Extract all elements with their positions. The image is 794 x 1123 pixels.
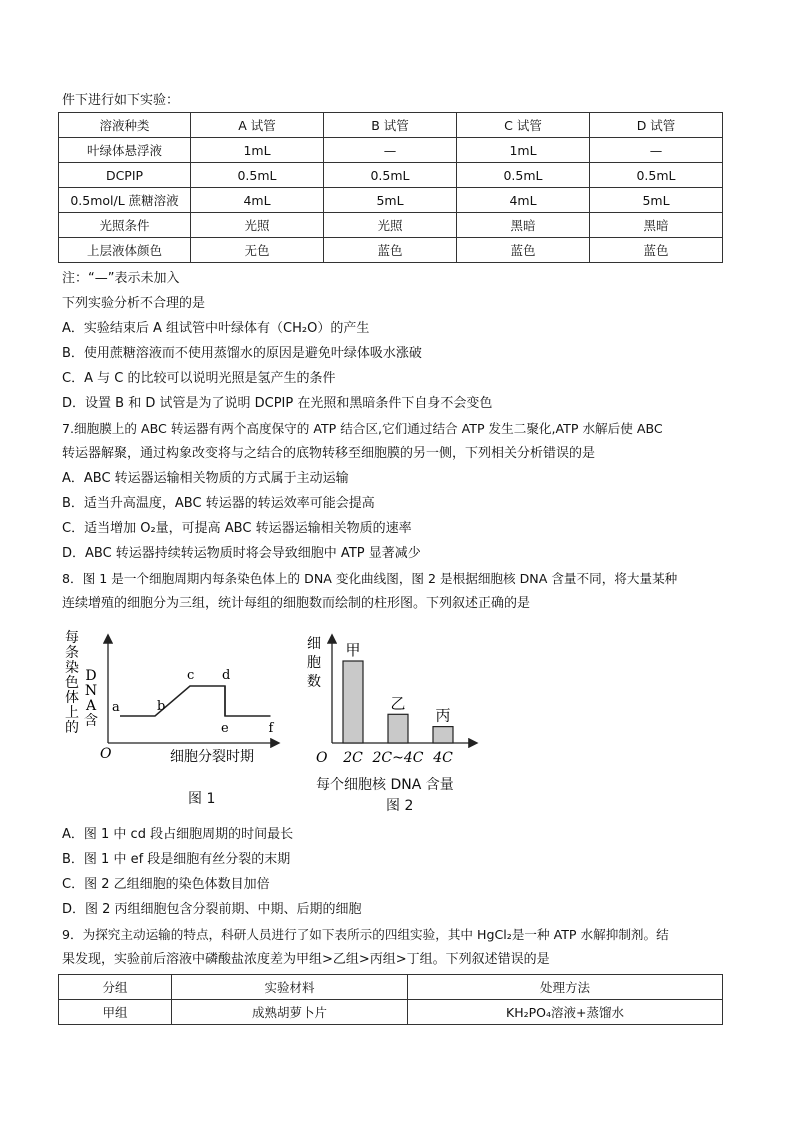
fig1-title: 图 1 xyxy=(188,791,216,807)
table-cell: 蓝色 xyxy=(590,238,723,263)
table-header-row xyxy=(59,113,723,138)
q8-stem-line2: 连续增殖的细胞分为三组，统计每组的细胞数而绘制的柱形图。下列叙述正确的是 xyxy=(62,596,531,611)
table-cell: 5mL xyxy=(590,188,723,213)
table-cell: 1mL xyxy=(457,138,590,163)
fig1-point-label: f xyxy=(268,721,274,736)
table-cell: — xyxy=(590,138,723,163)
q8-stem-line1: 8．图 1 是一个细胞周期内每条染色体上的 DNA 变化曲线图，图 2 是根据细胞核 DNA 含量不同，将大量某种 xyxy=(62,571,678,586)
table-header-row xyxy=(59,975,723,1000)
table-cell: 蓝色 xyxy=(457,238,590,263)
table-cell: 黑暗 xyxy=(457,213,590,238)
table-cell: 蓝色 xyxy=(324,238,457,263)
fig1-ylabel xyxy=(65,630,98,736)
table-header-cell: 溶液种类 xyxy=(59,113,191,138)
fig2-bar-label: 丙 xyxy=(435,706,451,725)
table-cell: 叶绿体悬浮液 xyxy=(59,138,191,163)
q7-option-a: A．ABC 转运器运输相关物质的方式属于主动运输 xyxy=(62,471,349,486)
table-row xyxy=(59,163,723,188)
fig2-bar xyxy=(388,714,408,743)
table-cell: 0.5mL xyxy=(324,163,457,188)
table-row xyxy=(59,138,723,163)
fig2-bar xyxy=(343,661,363,743)
q8-option-a: A．图 1 中 cd 段占细胞周期的时间最长 xyxy=(62,827,294,842)
table-cell: 上层液体颜色 xyxy=(59,238,191,263)
q8-option-b: B．图 1 中 ef 段是细胞有丝分裂的末期 xyxy=(62,852,291,867)
fig1-point-label: e xyxy=(221,721,229,736)
table-header-cell: C 试管 xyxy=(457,113,590,138)
figure2-chart xyxy=(300,632,490,777)
fig2-ylabel xyxy=(307,636,321,690)
fig2-category-label: 2C xyxy=(343,750,363,766)
fig2-bar xyxy=(433,727,453,743)
fig1-point-label: c xyxy=(187,668,195,683)
table-cell: DCPIP xyxy=(59,163,191,188)
fig2-category-label: 4C xyxy=(433,750,453,766)
q7-stem-line2: 转运器解聚，通过构象改变将与之结合的底物转移至细胞膜的另一侧，下列相关分析错误的是 xyxy=(62,446,596,461)
fig1-xlabel: 细胞分裂时期 xyxy=(170,749,254,765)
table-header-cell: D 试管 xyxy=(590,113,723,138)
table-cell: 4mL xyxy=(457,188,590,213)
table-header-cell: 处理方法 xyxy=(408,975,723,1000)
fig2-title: 图 2 xyxy=(386,798,414,814)
q6-option-c: C．A 与 C 的比较可以说明光照是氢产生的条件 xyxy=(62,371,336,386)
axis-label-text: 每条染色体上的D N A 含 xyxy=(65,630,98,736)
table-cell: 5mL xyxy=(324,188,457,213)
fig2-bar-label: 乙 xyxy=(390,694,406,713)
q8-option-c: C．图 2 乙组细胞的染色体数目加倍 xyxy=(62,877,270,892)
fig1-points xyxy=(112,668,275,736)
fig2-bars xyxy=(342,641,453,766)
table-cell: 光照 xyxy=(324,213,457,238)
table-cell: 4mL xyxy=(191,188,324,213)
table-header-cell: 分组 xyxy=(59,975,172,1000)
table-row xyxy=(59,213,723,238)
q9-table xyxy=(58,974,723,1025)
q7-option-b: B．适当升高温度，ABC 转运器的转运效率可能会提高 xyxy=(62,496,375,511)
q6-stem: 下列实验分析不合理的是 xyxy=(62,296,206,311)
table-row xyxy=(59,238,723,263)
table-cell: 0.5mL xyxy=(191,163,324,188)
table-header-cell: B 试管 xyxy=(324,113,457,138)
table-cell: 0.5mol/L 蔗糖溶液 xyxy=(59,188,191,213)
figure1-chart xyxy=(60,628,290,773)
table-cell: — xyxy=(324,138,457,163)
intro-line: 件下进行如下实验： xyxy=(62,93,180,108)
table-row xyxy=(59,188,723,213)
q9-stem-line2: 果发现，实验前后溶液中磷酸盐浓度差为甲组>乙组>丙组>丁组。下列叙述错误的是 xyxy=(62,952,550,967)
table-cell: 1mL xyxy=(191,138,324,163)
fig1-point-label: b xyxy=(157,699,166,714)
table-cell: 甲组 xyxy=(59,1000,172,1025)
table-cell: KH₂PO₄溶液+蒸馏水 xyxy=(408,1000,723,1025)
table-cell: 0.5mL xyxy=(457,163,590,188)
table-cell: 光照条件 xyxy=(59,213,191,238)
table-cell: 黑暗 xyxy=(590,213,723,238)
q7-stem-line1: 7.细胞膜上的 ABC 转运器有两个高度保守的 ATP 结合区,它们通过结合 ATP 发生二聚化,ATP 水解后使 ABC xyxy=(62,421,663,436)
q6-option-a: A．实验结束后 A 组试管中叶绿体有（CH₂O）的产生 xyxy=(62,321,370,336)
axis-label-text: 细胞数 xyxy=(307,636,321,690)
fig1-series-line xyxy=(120,686,271,716)
q6-option-d: D．设置 B 和 D 试管是为了说明 DCPIP 在光照和黑暗条件下自身不会变色 xyxy=(62,396,493,411)
fig2-xlabel: 每个细胞核 DNA 含量 xyxy=(316,777,454,793)
fig1-point-label: d xyxy=(222,668,231,683)
experiment-table xyxy=(58,112,723,263)
q9-stem-line1: 9．为探究主动运输的特点，科研人员进行了如下表所示的四组实验，其中 HgCl₂是一种 ATP 水解抑制剂。结 xyxy=(62,927,669,942)
table-cell: 成熟胡萝卜片 xyxy=(172,1000,408,1025)
q6-option-b: B．使用蔗糖溶液而不使用蒸馏水的原因是避免叶绿体吸水涨破 xyxy=(62,346,422,361)
fig1-point-label: a xyxy=(112,700,120,715)
table-cell: 光照 xyxy=(191,213,324,238)
fig2-category-label: 2C~4C xyxy=(372,750,424,766)
table-header-cell: A 试管 xyxy=(191,113,324,138)
q7-option-d: D．ABC 转运器持续转运物质时将会导致细胞中 ATP 显著减少 xyxy=(62,546,421,561)
table-cell: 0.5mL xyxy=(590,163,723,188)
q7-option-c: C．适当增加 O₂量，可提高 ABC 转运器运输相关物质的速率 xyxy=(62,521,412,536)
table-cell: 无色 xyxy=(191,238,324,263)
fig2-origin: O xyxy=(316,750,328,766)
fig2-bar-label: 甲 xyxy=(345,641,361,659)
table-row xyxy=(59,1000,723,1025)
q8-option-d: D．图 2 丙组细胞包含分裂前期、中期、后期的细胞 xyxy=(62,902,362,917)
table-header-cell: 实验材料 xyxy=(172,975,408,1000)
fig1-origin: O xyxy=(100,746,112,762)
table-note: 注：“—”表示未加入 xyxy=(62,271,180,286)
